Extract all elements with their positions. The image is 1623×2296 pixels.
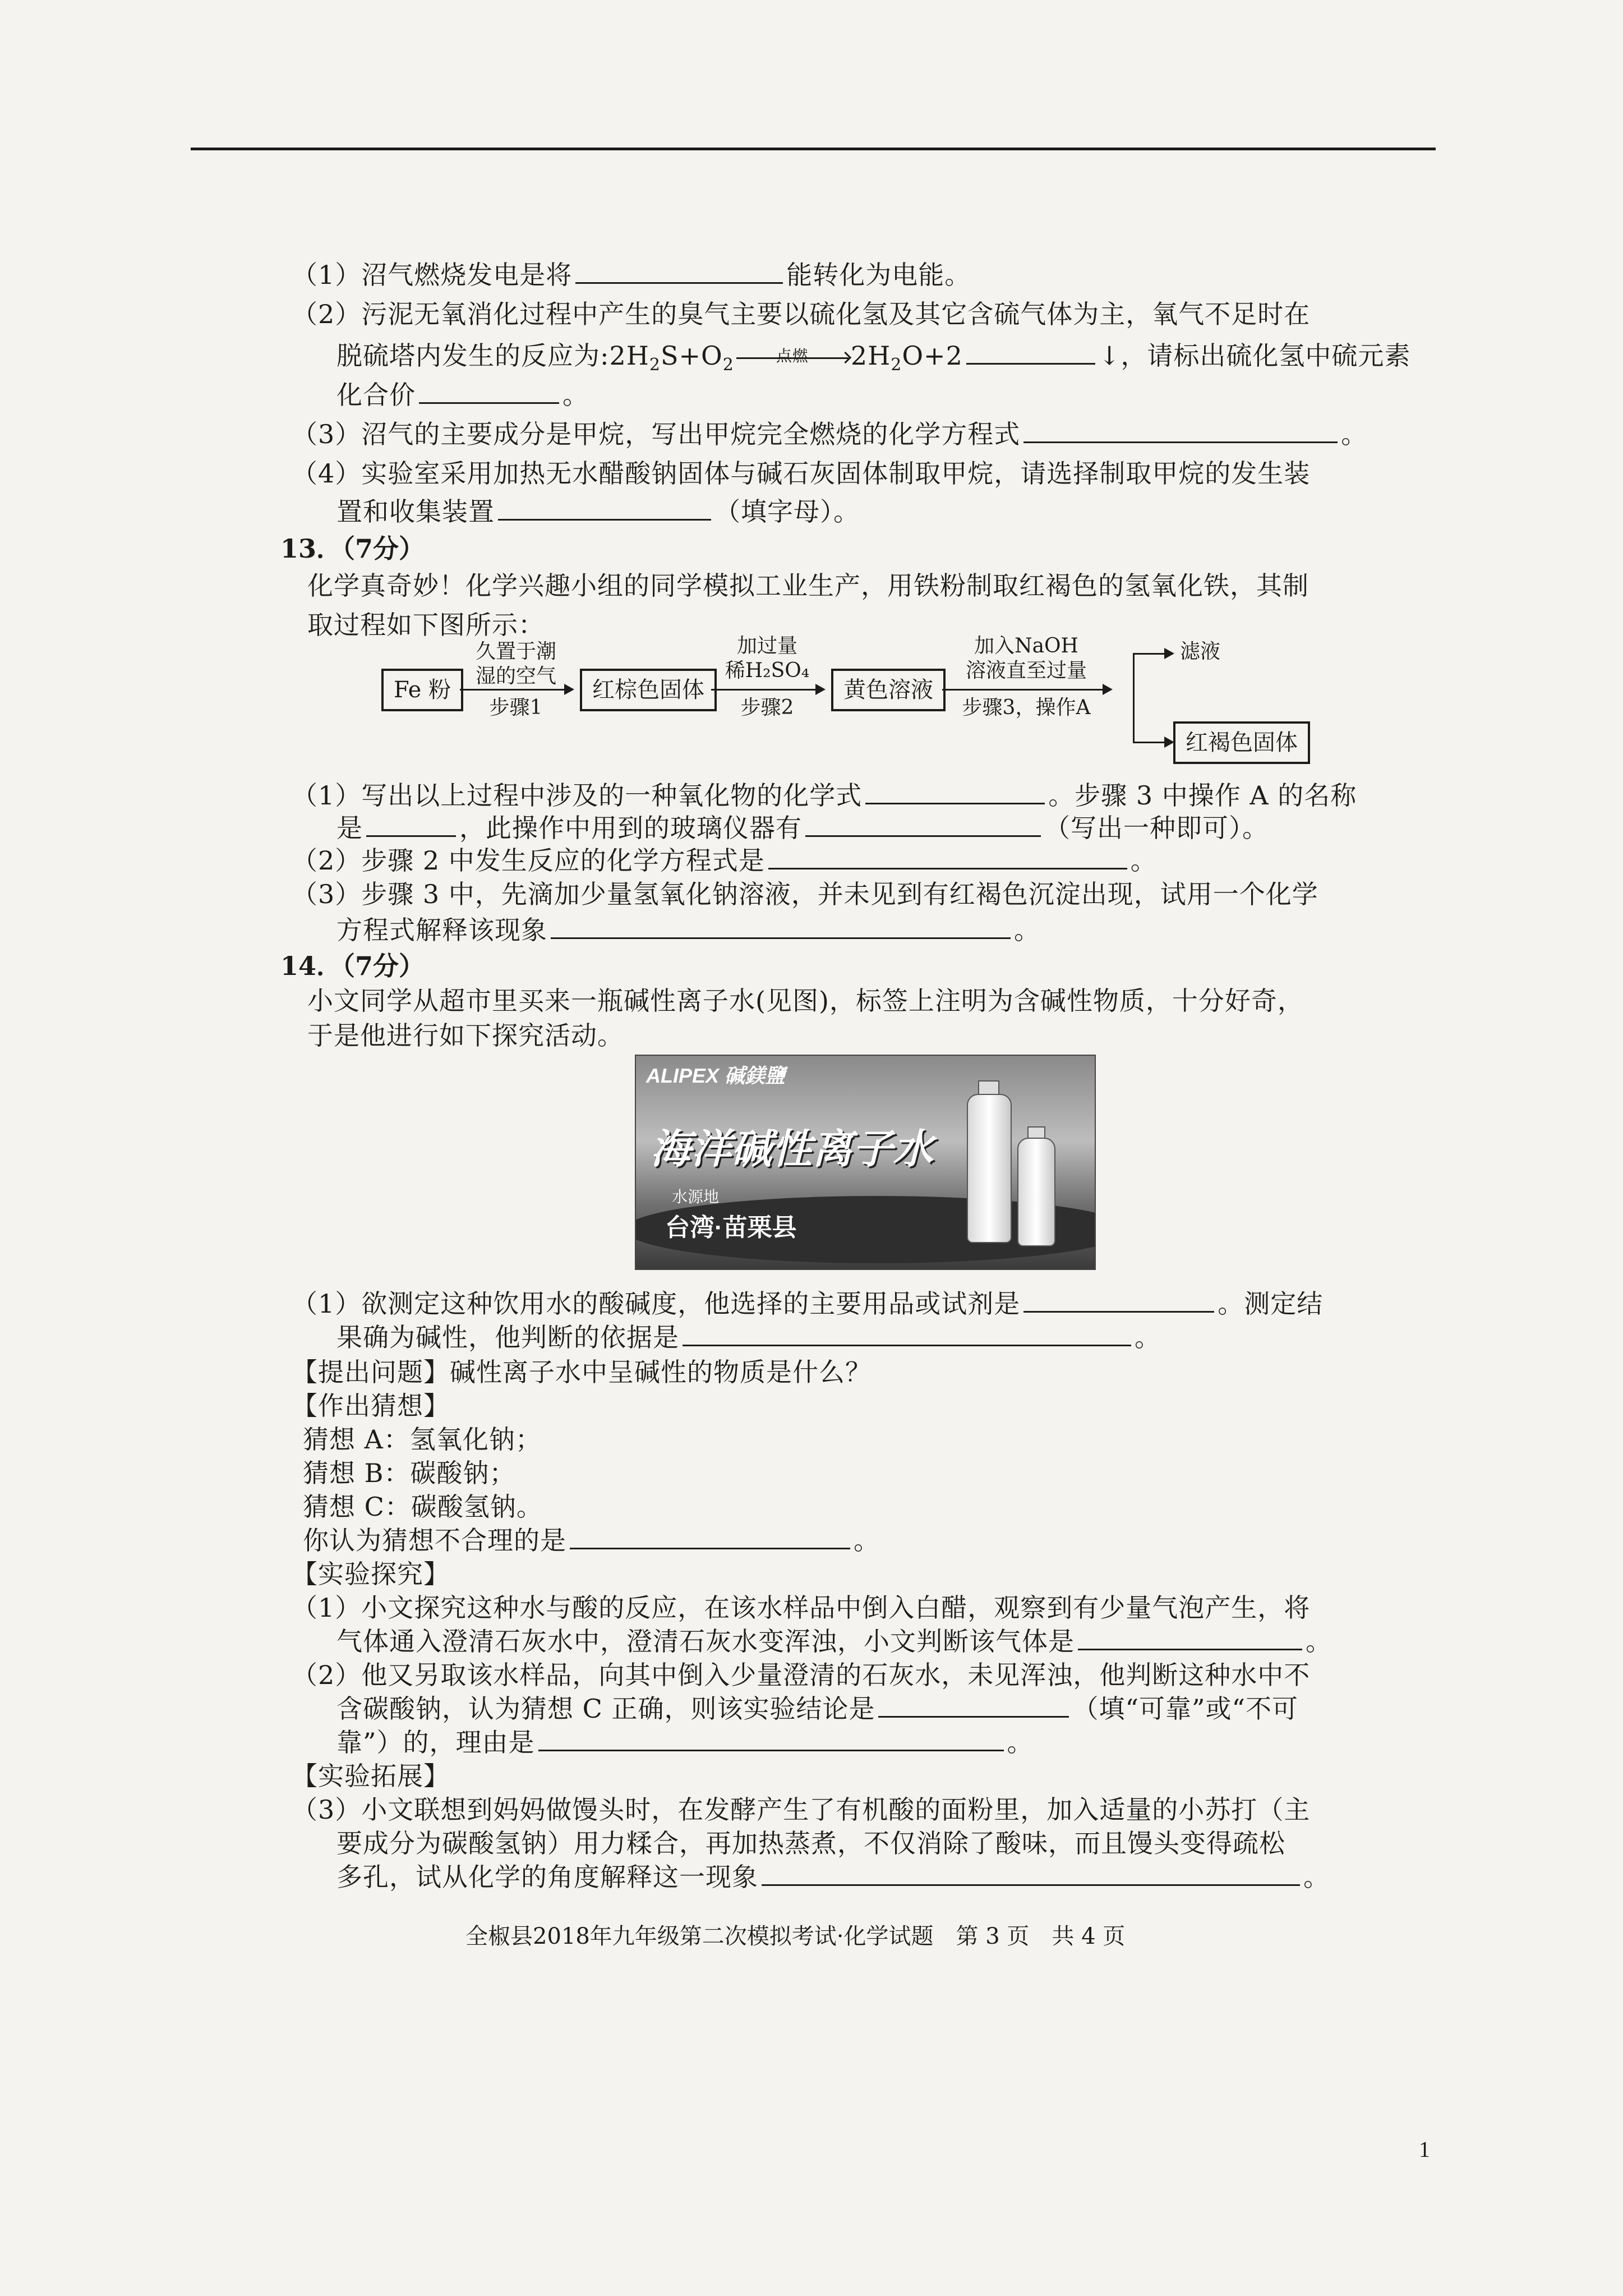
flow-label: 久置于潮 [475, 640, 556, 663]
photo-source-label: 水源地 [672, 1188, 720, 1205]
q12-part2-line1: （2）污泥无氧消化过程中产生的臭气主要以硫化氢及其它含硫气体为主，氧气不足时在 [292, 299, 1311, 329]
q12-p2-text: 化合价 [336, 380, 416, 410]
q14-experiment-heading: 【实验探究】 [292, 1559, 450, 1589]
eq-sub: 2 [649, 355, 661, 375]
q14-guess-heading: 【作出猜想】 [292, 1391, 450, 1421]
page-footer: 全椒县2018年九年级第二次模拟考试·化学试题 第 3 页 共 4 页 [465, 1924, 1126, 1949]
photo-source-place: 台湾·苗栗县 [665, 1214, 797, 1241]
q13-p2-text: （2）步骤 2 中发生反应的化学方程式是 [292, 845, 765, 876]
flow-label: 稀H₂SO₄ [725, 659, 810, 682]
q13-p3-text: 方程式解释该现象 [336, 915, 547, 945]
answer-blank[interactable] [538, 1727, 1004, 1751]
q14-part1-line1 [292, 1288, 1323, 1319]
q13-p1-text3: 是 [336, 813, 363, 843]
q12-part1 [292, 259, 971, 291]
answer-blank[interactable] [419, 380, 559, 404]
q14-unreason-text: 你认为猜想不合理的是 [303, 1525, 566, 1556]
flow-box-fe-powder: Fe 粉 [381, 669, 463, 711]
eq-text: S+O [660, 341, 723, 371]
flow-arrow-2 [711, 689, 823, 691]
period: 。 [562, 380, 589, 410]
q14-p1-text2: 。测定结 [1218, 1289, 1324, 1319]
q14-intro-line1: 小文同学从超市里买来一瓶碱性离子水(见图)，标签上注明为含碱性物质，十分好奇， [307, 986, 1304, 1016]
q14-exp2-line1: （2）他又另取该水样品，向其中倒入少量澄清的石灰水，未见浑浊，他判断这种水中不 [292, 1660, 1311, 1690]
period: 。 [1341, 419, 1368, 449]
q14-guess-b: 猜想 B：碳酸钠； [303, 1458, 516, 1488]
eq-sub: 2 [891, 355, 902, 375]
q13-p1-text5: （写出一种即可）。 [1044, 813, 1269, 843]
q12-p3-text: （3）沼气的主要成分是甲烷，写出甲烷完全燃烧的化学方程式 [292, 419, 1021, 449]
answer-blank[interactable] [1023, 419, 1338, 443]
q12-part2-line3 [336, 379, 589, 411]
q14-extension-heading: 【实验拓展】 [292, 1761, 450, 1791]
q13-intro-line1: 化学真奇妙！化学兴趣小组的同学模拟工业生产，用铁粉制取红褐色的氢氧化铁，其制 [307, 570, 1309, 601]
top-rule [191, 148, 1436, 150]
flow-step2-condition [711, 634, 823, 683]
flow-arrow-filtrate [1133, 653, 1172, 655]
q14-ext3-line2: 要成分为碳酸氢钠）用力糅合，再加热蒸煮，不仅消除了酸味，而且馒头变得疏松 [336, 1828, 1285, 1858]
arrow-line [736, 357, 849, 359]
answer-blank[interactable] [570, 1525, 850, 1549]
answer-blank[interactable] [805, 813, 1041, 837]
flow-step3-label: 步骤3，操作A [962, 696, 1091, 719]
flow-step3-condition [942, 634, 1110, 683]
flow-arrow-1 [460, 689, 572, 691]
q12-part4-line2 [336, 496, 860, 527]
flow-label: 湿的空气 [475, 665, 556, 688]
flow-box-red-brown-precipitate: 红褐色固体 [1173, 721, 1310, 764]
eq-text: 2H [850, 341, 891, 371]
q14-unreasonable-guess [303, 1525, 880, 1556]
period: 。 [1303, 1862, 1330, 1892]
flow-output-filtrate: 滤液 [1180, 640, 1221, 663]
bottle-small [1017, 1138, 1055, 1246]
flow-label: 加入NaOH [974, 634, 1078, 657]
q14-guess-c: 猜想 C：碳酸氢钠。 [303, 1492, 543, 1522]
period: 。 [1014, 915, 1040, 945]
eq-sub: 2 [722, 355, 734, 375]
answer-blank[interactable] [1078, 1626, 1302, 1650]
period: 。 [1306, 1626, 1332, 1657]
q14-p1-text: （1）欲测定这种饮用水的酸碱度，他选择的主要用品或试剂是 [292, 1289, 1021, 1319]
q14-ext3-line1: （3）小文联想到妈妈做馒头时，在发酵产生了有机酸的面粉里，加入适量的小苏打（主 [292, 1795, 1311, 1825]
flow-step1-label: 步骤1 [489, 696, 543, 719]
flow-arrow-solid [1133, 742, 1172, 743]
q14-e2-text: 含碳酸钠，认为猜想 C 正确，则该实验结论是 [336, 1694, 875, 1724]
eq-text: ↓，请标出硫化氢中硫元素 [1098, 341, 1411, 371]
photo-title-text: 海洋碱性离子水 [651, 1127, 934, 1172]
q13-part1-line1 [292, 780, 1357, 811]
answer-blank[interactable] [366, 813, 456, 837]
q13-heading: 13．（7分） [280, 533, 425, 564]
period: 。 [854, 1525, 880, 1556]
q14-ext3-line3 [336, 1861, 1330, 1893]
answer-blank[interactable] [575, 260, 783, 284]
flow-arrow-3 [942, 689, 1110, 691]
flow-box-yellow-solution: 黄色溶液 [831, 669, 946, 711]
answer-blank[interactable] [762, 1862, 1300, 1886]
flow-step1-condition [460, 639, 572, 689]
reaction-condition-arrow [736, 347, 849, 365]
answer-blank[interactable] [551, 915, 1011, 939]
period: 。 [1007, 1727, 1034, 1757]
flow-box-red-brown-solid: 红棕色固体 [580, 669, 717, 711]
q13-part3-line2 [336, 914, 1040, 946]
alkaline-water-product-photo [635, 1055, 1096, 1270]
q14-exp2-line3 [336, 1727, 1034, 1758]
answer-blank[interactable] [865, 780, 1045, 804]
q12-p1-text: （1）沼气燃烧发电是将 [292, 260, 573, 290]
q14-exp1-line1: （1）小文探究这种水与酸的反应，在该水样品中倒入白醋，观察到有少量气泡产生，将 [292, 1593, 1311, 1623]
q14-propose-question: 【提出问题】碱性离子水中呈碱性的物质是什么？ [292, 1357, 872, 1387]
q12-p4-text2: （填字母）。 [714, 496, 860, 527]
q14-exp1-line2 [336, 1626, 1332, 1657]
q12-part2-line2 [336, 340, 1410, 381]
answer-blank[interactable] [498, 496, 711, 521]
q12-p4-text: 置和收集装置 [336, 496, 495, 527]
q14-part1-line2 [336, 1322, 1161, 1353]
q14-p1-text3: 果确为碱性，他判断的依据是 [336, 1322, 679, 1352]
q14-heading: 14．（7分） [280, 951, 425, 981]
flow-step2-label: 步骤2 [740, 696, 794, 719]
flow-label: 加过量 [736, 634, 797, 657]
photo-brand-text: ALIPEX 碱鎂鹽 [646, 1064, 786, 1087]
answer-blank[interactable] [966, 341, 1095, 365]
answer-blank[interactable] [878, 1694, 1069, 1718]
q14-e2-text2: （填“可靠”或“不可 [1072, 1694, 1299, 1724]
q13-part1-line2 [336, 812, 1269, 844]
q14-e1-text: 气体通入澄清石灰水中，澄清石灰水变浑浊，小文判断该气体是 [336, 1626, 1075, 1657]
period: 。 [1130, 845, 1157, 876]
q13-intro-line2: 取过程如下图所示： [307, 610, 545, 640]
q14-e2-text3: 靠”）的，理由是 [336, 1727, 535, 1757]
q13-part3-line1: （3）步骤 3 中，先滴加少量氢氧化钠溶液，并未见到有红褐色沉淀出现，试用一个化学 [292, 879, 1318, 909]
q13-p1-text2: 。步骤 3 中操作 A 的名称 [1048, 780, 1357, 811]
q14-x3-text: 多孔，试从化学的角度解释这一现象 [336, 1862, 758, 1892]
q13-part2 [292, 845, 1157, 876]
page-number: 1 [1419, 2137, 1430, 2162]
q13-p1-text4: ，此操作中用到的玻璃仪器有 [459, 813, 802, 843]
flow-label: 溶液直至过量 [965, 659, 1087, 682]
q13-p1-text: （1）写出以上过程中涉及的一种氧化物的化学式 [292, 780, 863, 811]
q12-part3 [292, 418, 1367, 450]
eq-text: 脱硫塔内发生的反应为:2H [336, 341, 649, 371]
period: 。 [1135, 1322, 1161, 1352]
flow-branch-line [1133, 653, 1135, 743]
answer-blank[interactable] [1023, 1289, 1214, 1313]
eq-text: O+2 [902, 341, 963, 371]
q12-part4-line1: （4）实验室采用加热无水醋酸钠固体与碱石灰固体制取甲烷，请选择制取甲烷的发生装 [292, 458, 1311, 489]
answer-blank[interactable] [768, 845, 1127, 869]
q14-intro-line2: 于是他进行如下探究活动。 [307, 1020, 624, 1051]
q12-p1-text2: 能转化为电能。 [786, 260, 971, 290]
q14-exp2-line2 [336, 1693, 1298, 1724]
reaction-condition-label: 点燃 [776, 347, 809, 365]
q14-guess-a: 猜想 A：氢氧化钠； [303, 1424, 542, 1455]
answer-blank[interactable] [683, 1322, 1131, 1346]
bottle-large [967, 1094, 1012, 1243]
